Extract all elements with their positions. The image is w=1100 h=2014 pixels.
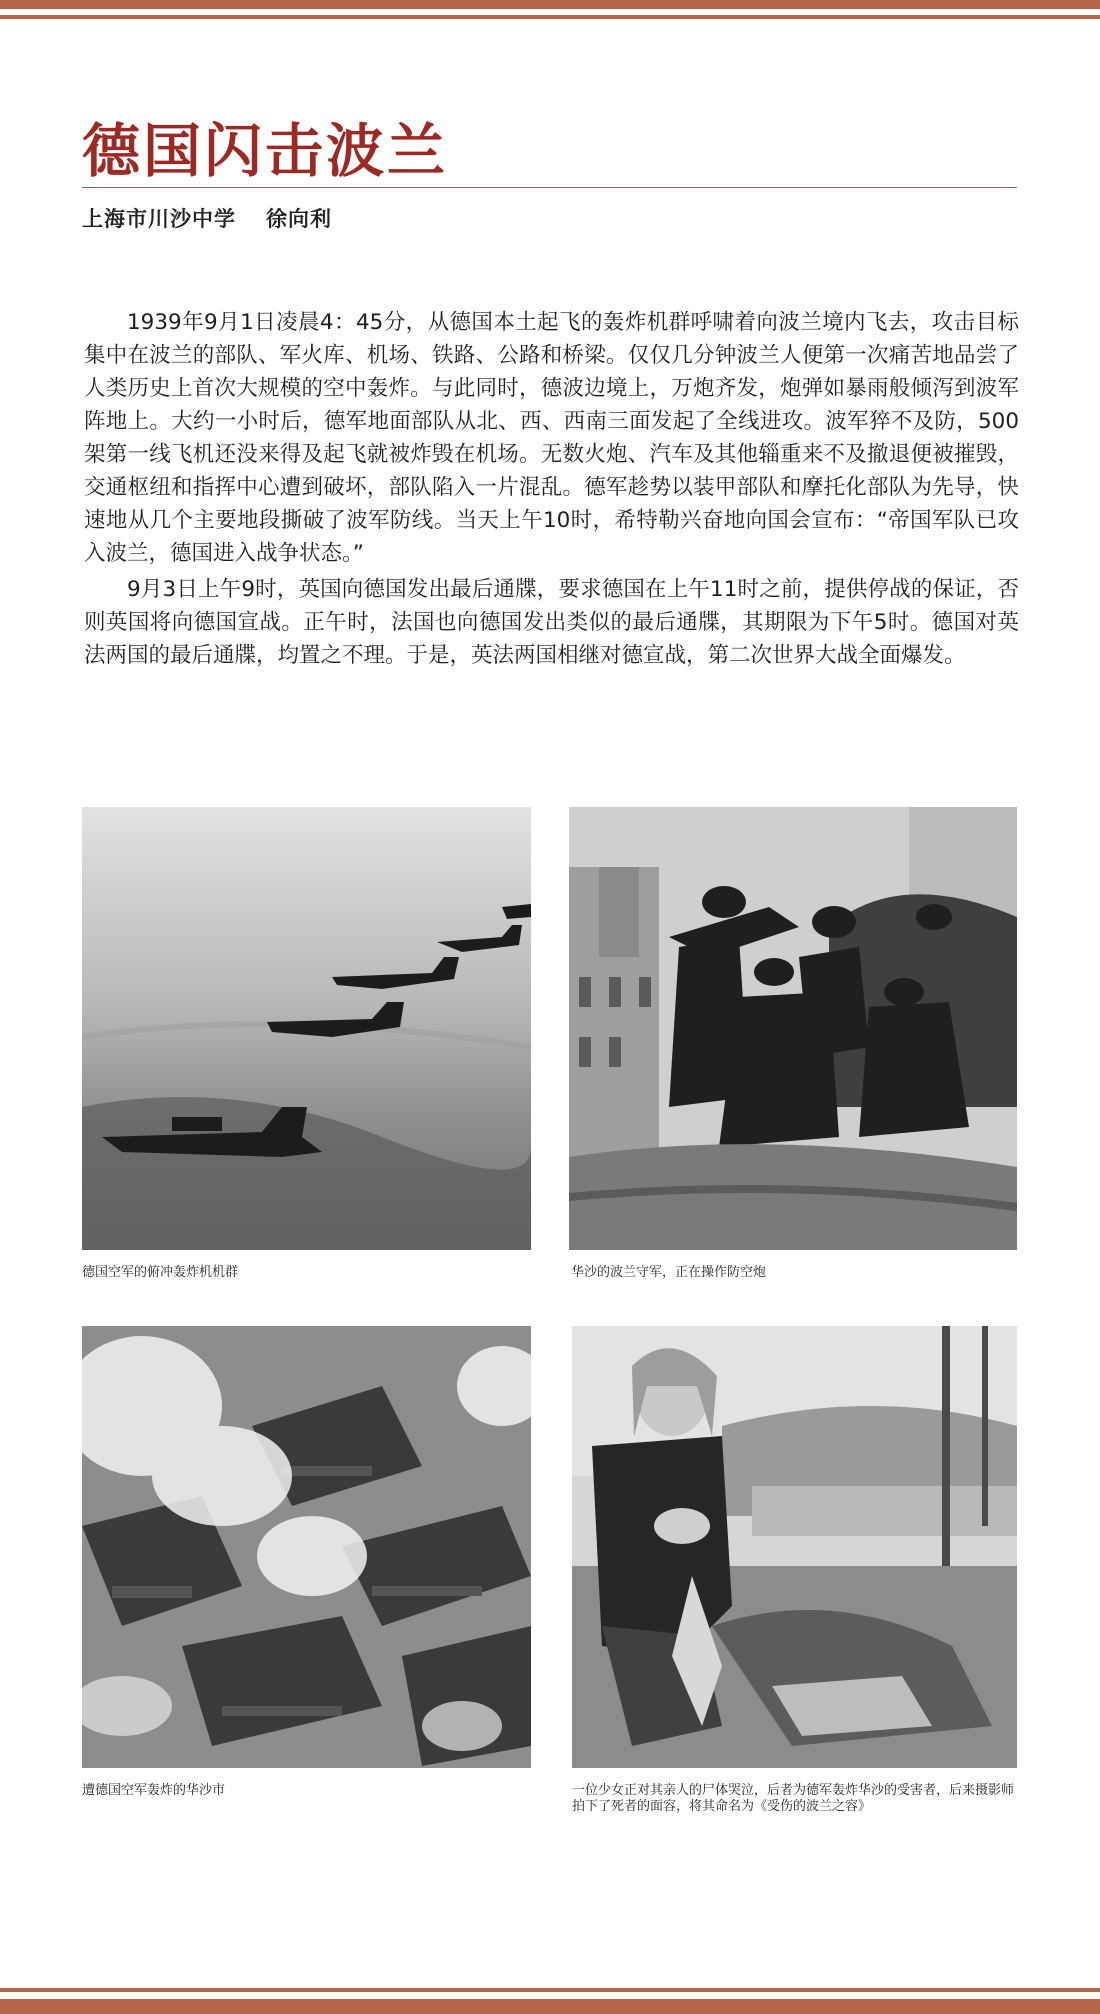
byline xyxy=(82,203,332,233)
photo-bombed-warsaw xyxy=(82,1326,531,1768)
school-name: 上海市川沙中学 xyxy=(82,207,236,231)
bottom-band-line xyxy=(0,1988,1100,1992)
title-divider xyxy=(82,187,1017,188)
paragraph-1: 1939年9月1日凌晨4：45分，从德国本土起飞的轰炸机群呼啸着向波兰境内飞去，攻击目标集中在波兰的部队、军火库、机场、铁路、公路和桥梁。仅仅几分钟波兰人便第一次痛苦地品尝了人类历史上首次大规模的空中轰炸。与此同时，德波边境上，万炮齐发，炮弹如暴雨般倾泻到波军阵地上。大约一小时后，德军地面部队从北、西、西南三面发起了全线进攻。波军猝不及防，500架第一线飞机还没来得及起飞就被炸毁在机场。无数火炮、汽车及其他辎重来不及撤退便被摧毁，交通枢纽和指挥中心遭到破坏，部队陷入一片混乱。德军趁势以装甲部队和摩托化部队为先导，快速地从几个主要地段撕破了波军防线。当天上午10时，希特勒兴奋地向国会宣布：“帝国军队已攻入波兰，德国进入战争状态。” xyxy=(84,310,1019,566)
photo-2-caption: 华沙的波兰守军，正在操作防空炮 xyxy=(571,1265,767,1280)
article-title: 德国闪击波兰 xyxy=(82,117,449,185)
photo-1-caption: 德国空军的俯冲轰炸机机群 xyxy=(82,1265,239,1280)
photo-warsaw-defenders xyxy=(569,807,1017,1250)
photo-3-caption: 遭德国空军轰炸的华沙市 xyxy=(82,1783,226,1798)
article-body xyxy=(84,306,1019,675)
photo-weeping-girl xyxy=(572,1326,1017,1768)
top-band-line xyxy=(0,15,1100,19)
paragraph-2: 9月3日上午9时，英国向德国发出最后通牒，要求德国在上午11时之前，提供停战的保证，否则英国将向德国宣战。正午时，法国也向德国发出类似的最后通牒，其期限为下午5时。德国对英法两国的最后通牒，均置之不理。于是，英法两国相继对德宣战，第二次世界大战全面爆发。 xyxy=(84,577,1019,668)
top-band xyxy=(0,0,1100,9)
bottom-band xyxy=(0,1999,1100,2014)
photo-4-caption: 一位少女正对其亲人的尸体哭泣，后者为德军轰炸华沙的受害者，后来摄影师拍下了死者的面容，将其命名为《受伤的波兰之容》 xyxy=(572,1783,1015,1814)
photo-dive-bombers xyxy=(82,807,531,1250)
author-name: 徐向利 xyxy=(266,207,332,231)
